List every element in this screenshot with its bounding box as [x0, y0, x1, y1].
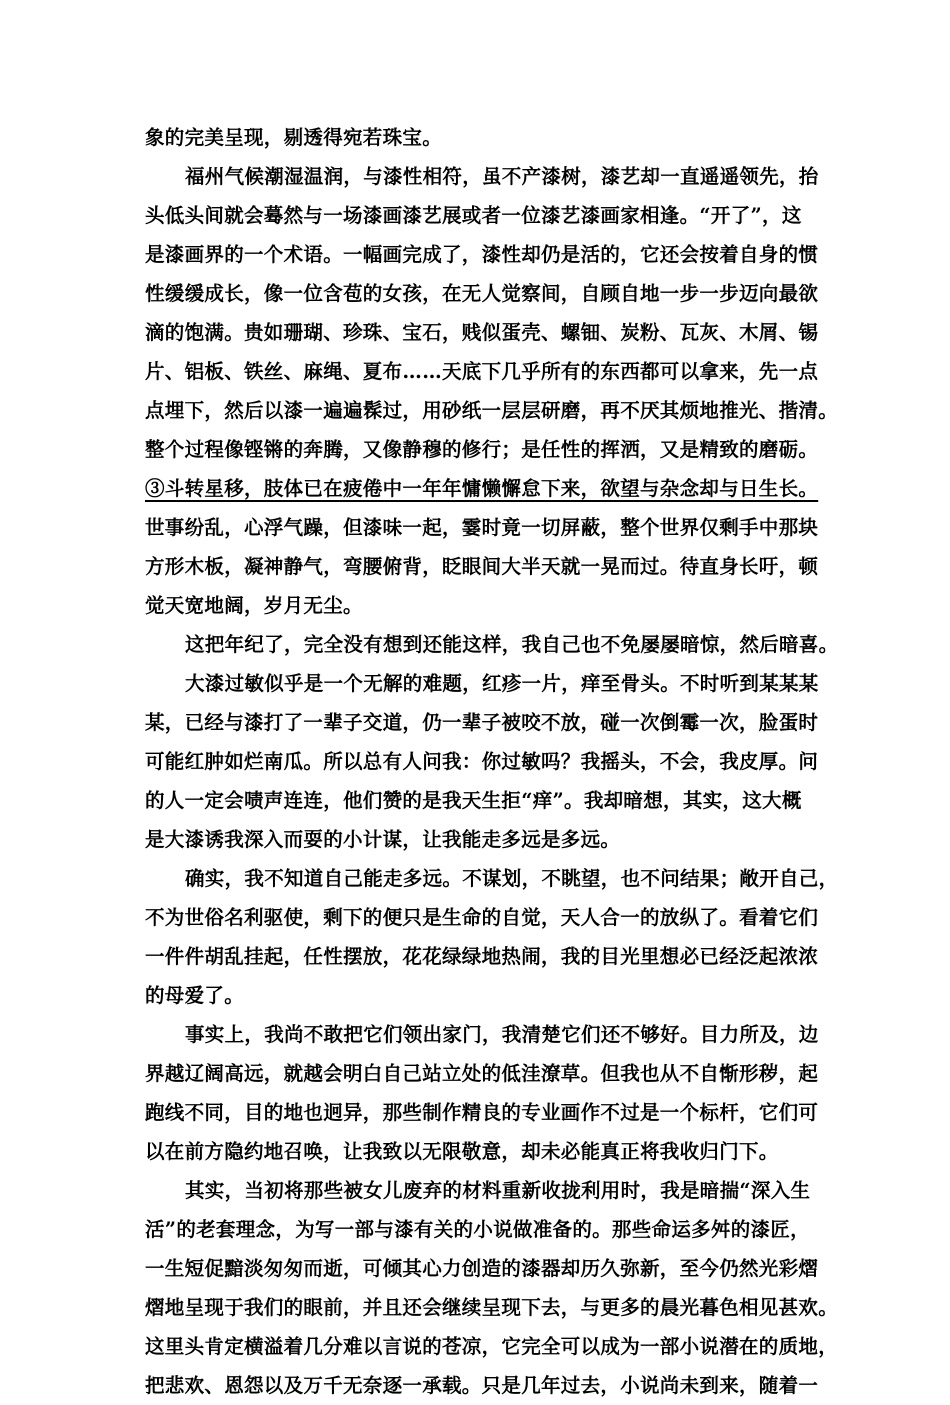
text-line — [145, 157, 825, 196]
text-line — [145, 625, 839, 664]
line-text: 福州气候潮湿温润，与漆性相符，虽不产漆树，漆艺却一直遥遥领先，抬 — [185, 165, 819, 188]
text-line — [145, 781, 825, 820]
text-line — [145, 430, 825, 469]
text-line — [145, 937, 825, 976]
line-text: 是漆画界的一个术语。一幅画完成了，漆性却仍是活的，它还会按着自身的惯 — [145, 243, 819, 266]
text-line — [145, 898, 825, 937]
text-line — [145, 313, 825, 352]
text-line — [145, 118, 825, 157]
text-line — [145, 1171, 825, 1210]
text-line — [145, 352, 825, 391]
text-line — [145, 1288, 839, 1327]
line-text: 的人一定会啧声连连，他们赞的是我天生拒“痒”。我却暗想，其实，这大概 — [145, 789, 802, 812]
line-text: 熠地呈现于我们的眼前，并且还会继续呈现下去，与更多的晨光暮色相见甚欢。 — [145, 1296, 839, 1319]
text-line — [145, 1327, 839, 1366]
line-text: 性缓缓成长，像一位含苞的女孩，在无人觉察间，自顾自地一步一步迈向最欲 — [145, 282, 819, 305]
line-text: 的母爱了。 — [145, 984, 245, 1007]
line-text: 整个过程像铿锵的奔腾，又像静穆的修行；是任性的挥洒，又是精致的磨砺。 — [145, 438, 819, 461]
text-line — [145, 1366, 825, 1405]
line-text: 界越辽阔高远，就越会明白自己站立处的低洼潦草。但我也从不自惭形秽，起 — [145, 1062, 819, 1085]
body-text — [145, 118, 839, 1405]
line-text: 把悲欢、恩怨以及万千无奈逐一承载。只是几年过去，小说尚未到来，随着一 — [145, 1374, 819, 1397]
line-text: 觉天宽地阔，岁月无尘。 — [145, 594, 363, 617]
text-line — [145, 586, 825, 625]
line-text: 确实，我不知道自己能走多远。不谋划，不眺望，也不问结果；敞开自己， — [185, 867, 839, 890]
line-text: 其实，当初将那些被女儿废弃的材料重新收拢利用时，我是暗揣“深入生 — [185, 1179, 811, 1202]
line-text: 可能红肿如烂南瓜。所以总有人问我：你过敏吗？我摇头，不会，我皮厚。问 — [145, 750, 819, 773]
text-line — [145, 703, 825, 742]
line-text: 活”的老套理念，为写一部与漆有关的小说做准备的。那些命运多舛的漆匠， — [145, 1218, 810, 1241]
text-line — [145, 1093, 825, 1132]
underlined-sentence-line — [145, 469, 825, 508]
line-text: 一件件胡乱挂起，任性摆放，花花绿绿地热闹，我的目光里想必已经泛起浓浓 — [145, 945, 819, 968]
text-line — [145, 274, 825, 313]
line-text: 象的完美呈现，剔透得宛若珠宝。 — [145, 126, 443, 149]
text-line — [145, 1015, 825, 1054]
line-text: 片、铝板、铁丝、麻绳、夏布……天底下几乎所有的东西都可以拿来，先一点 — [145, 360, 819, 383]
line-text: 方形木板，凝神静气，弯腰俯背，眨眼间大半天就一晃而过。待直身长吁，顿 — [145, 555, 819, 578]
line-text: 大漆过敏似乎是一个无解的难题，红疹一片，痒至骨头。不时听到某某某 — [185, 672, 819, 695]
text-line — [145, 1249, 825, 1288]
line-text: 头低头间就会蓦然与一场漆画漆艺展或者一位漆艺漆画家相逢。“开了”，这 — [145, 204, 802, 227]
line-text: 不为世俗名利驱使，剩下的便只是生命的自觉，天人合一的放纵了。看着它们 — [145, 906, 819, 929]
text-line — [145, 1054, 825, 1093]
text-line — [145, 547, 825, 586]
line-text: 是大漆诱我深入而耍的小计谋，让我能走多远是多远。 — [145, 828, 621, 851]
text-line — [145, 1210, 825, 1249]
text-line — [145, 508, 825, 547]
text-line — [145, 196, 825, 235]
text-line — [145, 664, 825, 703]
underlined-sentence: ③斗转星移，肢体已在疲倦中一年年慵懒懈怠下来，欲望与杂念却与日生长。 — [145, 477, 819, 500]
line-text: 这把年纪了，完全没有想到还能这样，我自己也不免屡屡暗惊，然后暗喜。 — [185, 633, 839, 656]
line-text: 世事纷乱，心浮气躁，但漆味一起，霎时竟一切屏蔽，整个世界仅剩手中那块 — [145, 516, 819, 539]
line-text: 滴的饱满。贵如珊瑚、珍珠、宝石，贱似蛋壳、螺钿、炭粉、瓦灰、木屑、锡 — [145, 321, 819, 344]
line-text: 点埋下，然后以漆一遍遍髹过，用砂纸一层层研磨，再不厌其烦地推光、揩清。 — [145, 399, 839, 422]
line-text: 事实上，我尚不敢把它们领出家门，我清楚它们还不够好。目力所及，边 — [185, 1023, 819, 1046]
line-text: 这里头肯定横溢着几分难以言说的苍凉，它完全可以成为一部小说潜在的质地， — [145, 1335, 839, 1358]
text-line — [145, 859, 839, 898]
line-text: 以在前方隐约地召唤，让我致以无限敬意，却未必能真正将我收归门下。 — [145, 1140, 779, 1163]
text-line — [145, 235, 825, 274]
text-line — [145, 1132, 825, 1171]
text-line — [145, 742, 825, 781]
line-text: 某，已经与漆打了一辈子交道，仍一辈子被咬不放，碰一次倒霉一次，脸蛋时 — [145, 711, 819, 734]
text-line — [145, 820, 825, 859]
text-line — [145, 391, 839, 430]
text-line — [145, 976, 825, 1015]
line-text: 跑线不同，目的地也迥异，那些制作精良的专业画作不过是一个标杆，它们可 — [145, 1101, 819, 1124]
line-text: 一生短促黯淡匆匆而逝，可倾其心力创造的漆器却历久弥新，至今仍然光彩熠 — [145, 1257, 819, 1280]
